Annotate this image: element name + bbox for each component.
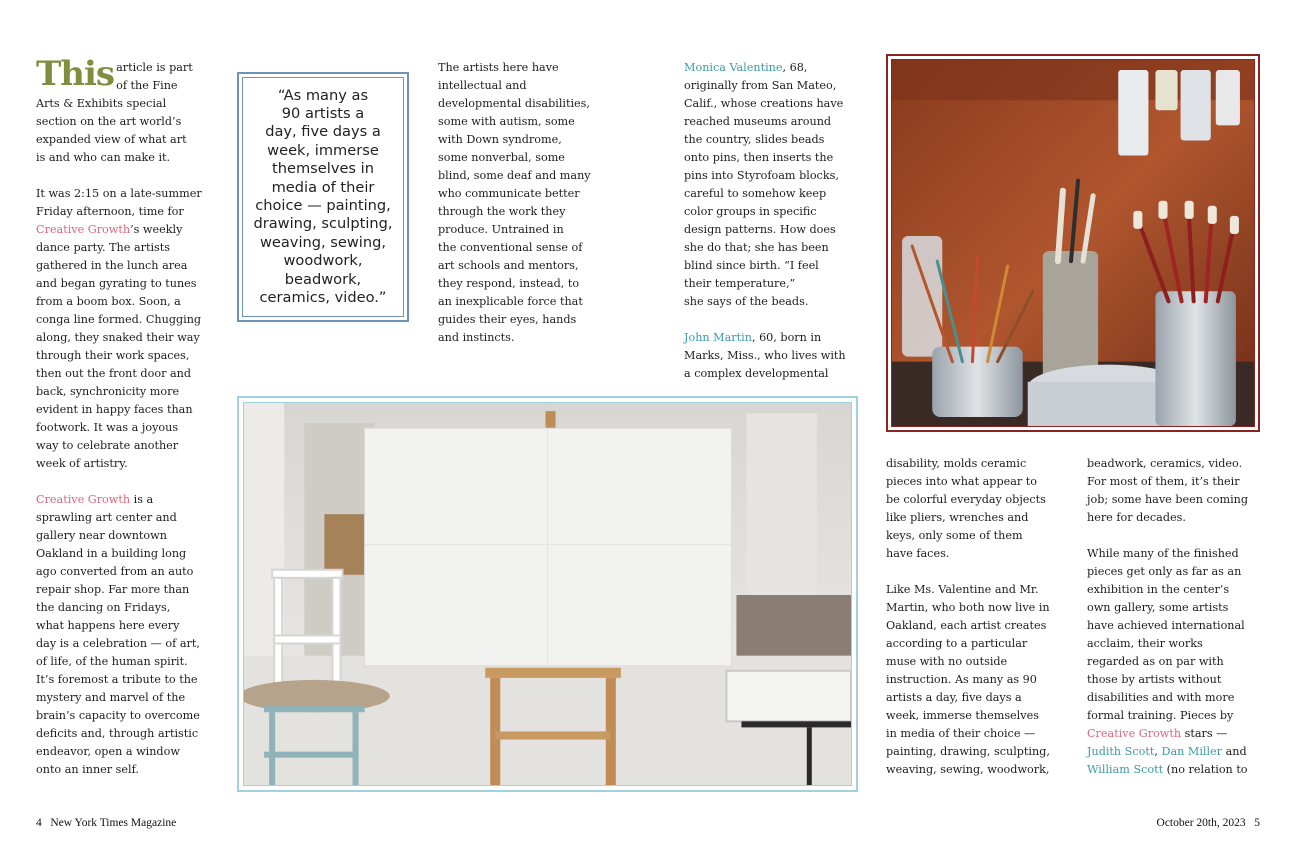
text-line: she do that; she has been (684, 241, 829, 254)
paragraph (684, 329, 864, 383)
paragraph (886, 455, 1066, 563)
text-line: back, synchronicity more (36, 385, 180, 398)
article-column-3 (438, 59, 618, 365)
artist-name-judith-scott: Judith Scott (1087, 745, 1155, 758)
quote-line: woodwork, (283, 252, 363, 270)
text-line: onto pins, then inserts the (684, 151, 834, 164)
text-line: and began gyrating to tunes (36, 277, 197, 290)
quote-line: choice — painting, (255, 197, 391, 214)
text-line: with Down syndrome, (438, 133, 562, 146)
text-line: pins into Styrofoam blocks, (684, 169, 839, 182)
artist-name-john-martin: John Martin (684, 331, 752, 344)
org-name-creative-growth: Creative Growth (36, 493, 131, 506)
text-line: careful to somehow keep (684, 187, 827, 200)
text-line: according to a particular (886, 637, 1028, 650)
article-column-4 (684, 59, 864, 401)
text-line: day is a celebration — of art, (36, 637, 200, 650)
text-line: conga line formed. Chugging (36, 313, 202, 326)
text-line: is and who can make it. (36, 151, 171, 164)
text-line: section on the art world’s (36, 115, 182, 128)
photo-blank-canvas (243, 402, 852, 786)
text-span: stars — (1181, 727, 1228, 740)
text-span: , 60, born in (751, 331, 822, 344)
paragraph (684, 59, 864, 311)
text-line: Arts & Exhibits special (36, 97, 167, 110)
text-line: footwork. It was a joyous (36, 421, 179, 434)
text-line: week of artistry. (36, 457, 128, 470)
pull-quote (250, 87, 395, 308)
publication-name: New York Times Magazine (50, 817, 177, 829)
text-line: Friday afternoon, time for (36, 205, 184, 218)
text-line: a complex developmental (684, 367, 829, 380)
text-line: gallery near downtown (36, 529, 167, 542)
text-line: pieces get only as far as an (1087, 565, 1242, 578)
text-line: disabilities and with more (1087, 691, 1235, 704)
text-line: For most of them, it’s their (1087, 475, 1240, 488)
text-span: , 68, (782, 61, 808, 74)
artist-name-william-scott: William Scott (1087, 763, 1164, 776)
text-line: and instincts. (438, 331, 515, 344)
text-line: beadwork, ceramics, video. (1087, 457, 1243, 470)
quote-line: ceramics, video.” (259, 289, 387, 307)
paragraph (886, 581, 1066, 779)
text-line: week, immerse themselves (886, 709, 1039, 722)
text-line (36, 221, 211, 239)
issue-date: October 20th, 2023 (1156, 817, 1246, 829)
article-column-1 (36, 54, 211, 797)
text-line: weaving, sewing, woodwork, (886, 763, 1050, 776)
text-span: and (1222, 745, 1247, 758)
text-line: It was 2:15 on a late-summer (36, 187, 202, 200)
text-line: Oakland, each artist creates (886, 619, 1047, 632)
drop-cap: This (36, 54, 115, 94)
text-line: deficits and, through artistic (36, 727, 199, 740)
text-span: (no relation to (1163, 763, 1248, 776)
quote-line: 90 artists a (281, 104, 365, 122)
text-line: ago converted from an auto (36, 565, 194, 578)
artist-name-dan-miller: Dan Miller (1161, 745, 1223, 758)
easel-illustration (244, 403, 851, 785)
text-span: is a (130, 493, 154, 506)
text-line: disability, molds ceramic (886, 457, 1027, 470)
text-line: some with autism, some (438, 115, 575, 128)
artist-name-monica-valentine: Monica Valentine (684, 61, 783, 74)
text-line: the conventional sense of (438, 241, 583, 254)
text-line: have achieved international (1087, 619, 1245, 632)
text-line: Oakland in a building long (36, 547, 187, 560)
text-line: an inexplicable force that (438, 295, 583, 308)
text-line: of the Fine (116, 79, 178, 92)
quote-line: “As many as (277, 86, 369, 104)
text-line: Like Ms. Valentine and Mr. (886, 583, 1039, 596)
quote-line: day, five days a (265, 123, 381, 141)
text-line: through their work spaces, (36, 349, 190, 362)
quote-line: media of their (271, 178, 375, 196)
org-name-creative-growth: Creative Growth (1087, 727, 1182, 740)
text-line: color groups in specific (684, 205, 817, 218)
paragraph (1087, 545, 1267, 779)
text-line: keys, only some of them (886, 529, 1023, 542)
text-line: like pliers, wrenches and (886, 511, 1029, 524)
text-line: the dancing on Fridays, (36, 601, 171, 614)
text-line: instruction. As many as 90 (886, 673, 1037, 686)
text-line (1087, 743, 1267, 761)
text-line: through the work they (438, 205, 566, 218)
text-line: design patterns. How does (684, 223, 836, 236)
text-line: reached museums around (684, 115, 832, 128)
text-line: endeavor, open a window (36, 745, 180, 758)
text-line: dance party. The artists (36, 241, 171, 254)
text-line: own gallery, some artists (1087, 601, 1229, 614)
text-line: developmental disabilities, (438, 97, 590, 110)
text-line: produce. Untrained in (438, 223, 564, 236)
text-line: painting, drawing, sculpting, (886, 745, 1050, 758)
text-line: exhibition in the center’s (1087, 583, 1230, 596)
text-line: regarded as on par with (1087, 655, 1224, 668)
footer-right (1157, 817, 1260, 829)
text-line: article is part (116, 61, 193, 74)
text-line: what happens here every (36, 619, 180, 632)
text-line: mystery and marvel of the (36, 691, 186, 704)
paragraph (1087, 455, 1267, 527)
text-line: blind since birth. “I feel (684, 259, 819, 272)
pull-quote-inner-border (242, 77, 404, 317)
org-name-creative-growth: Creative Growth (36, 223, 131, 236)
photo-blank-canvas-frame (237, 396, 858, 792)
intro-paragraph (36, 54, 211, 167)
quote-line: week, immerse (267, 141, 379, 159)
photo-paint-brushes-frame (886, 54, 1260, 432)
text-line (684, 329, 864, 347)
text-line (36, 491, 211, 509)
article-column-6 (1087, 455, 1267, 797)
footer-left (36, 817, 176, 829)
text-line: the country, slides beads (684, 133, 825, 146)
text-line: While many of the finished (1087, 547, 1239, 560)
text-line: those by artists without (1087, 673, 1222, 686)
text-line: who communicate better (438, 187, 580, 200)
text-line: guides their eyes, hands (438, 313, 577, 326)
text-line (1087, 761, 1267, 779)
brushes-illustration (892, 60, 1254, 426)
paragraph (36, 491, 211, 779)
text-line: have faces. (886, 547, 950, 560)
text-line: be colorful everyday objects (886, 493, 1046, 506)
text-line: of life, of the human spirit. (36, 655, 188, 668)
text-line (1087, 725, 1267, 743)
quote-line: weaving, sewing, (259, 233, 387, 251)
text-line: originally from San Mateo, (684, 79, 837, 92)
text-line: brain’s capacity to overcome (36, 709, 200, 722)
text-line: Calif., whose creations have (684, 97, 844, 110)
text-line: evident in happy faces than (36, 403, 193, 416)
text-line: acclaim, their works (1087, 637, 1203, 650)
text-line: gathered in the lunch area (36, 259, 188, 272)
paragraph (36, 185, 211, 473)
text-line: Marks, Miss., who lives with (684, 349, 846, 362)
text-line: intellectual and (438, 79, 527, 92)
text-line: pieces into what appear to (886, 475, 1038, 488)
text-line: here for decades. (1087, 511, 1186, 524)
text-line: from a boom box. Soon, a (36, 295, 181, 308)
text-line: she says of the beads. (684, 295, 809, 308)
text-line: muse with no outside (886, 655, 1008, 668)
text-line: artists a day, five days a (886, 691, 1022, 704)
paragraph (438, 59, 618, 347)
text-line: expanded view of what art (36, 133, 187, 146)
text-line: then out the front door and (36, 367, 192, 380)
text-line: they respond, instead, to (438, 277, 580, 290)
text-line: It’s foremost a tribute to the (36, 673, 198, 686)
pull-quote-box (237, 72, 409, 322)
quote-line: drawing, sculpting, (253, 215, 393, 233)
text-line: repair shop. Far more than (36, 583, 190, 596)
text-line: onto an inner self. (36, 763, 139, 776)
text-line: art schools and mentors, (438, 259, 579, 272)
quote-line: themselves in (272, 160, 374, 178)
text-line: blind, some deaf and many (438, 169, 591, 182)
text-line: job; some have been coming (1087, 493, 1249, 506)
text-span: , (1154, 745, 1162, 758)
page-number-right: 5 (1254, 817, 1260, 829)
text-line (684, 59, 864, 77)
text-line: along, they snaked their way (36, 331, 200, 344)
photo-paint-brushes (891, 59, 1255, 427)
text-line: their temperature,” (684, 277, 796, 290)
page-number-left: 4 (36, 817, 42, 829)
text-line: formal training. Pieces by (1087, 709, 1234, 722)
quote-line: beadwork, (284, 270, 362, 288)
text-line: sprawling art center and (36, 511, 177, 524)
text-line: in media of their choice — (886, 727, 1036, 740)
text-span: ’s weekly (130, 223, 183, 236)
text-line: Martin, who both now live in (886, 601, 1050, 614)
text-line: some nonverbal, some (438, 151, 565, 164)
text-line: way to celebrate another (36, 439, 179, 452)
article-column-5 (886, 455, 1066, 797)
text-line: The artists here have (438, 61, 559, 74)
